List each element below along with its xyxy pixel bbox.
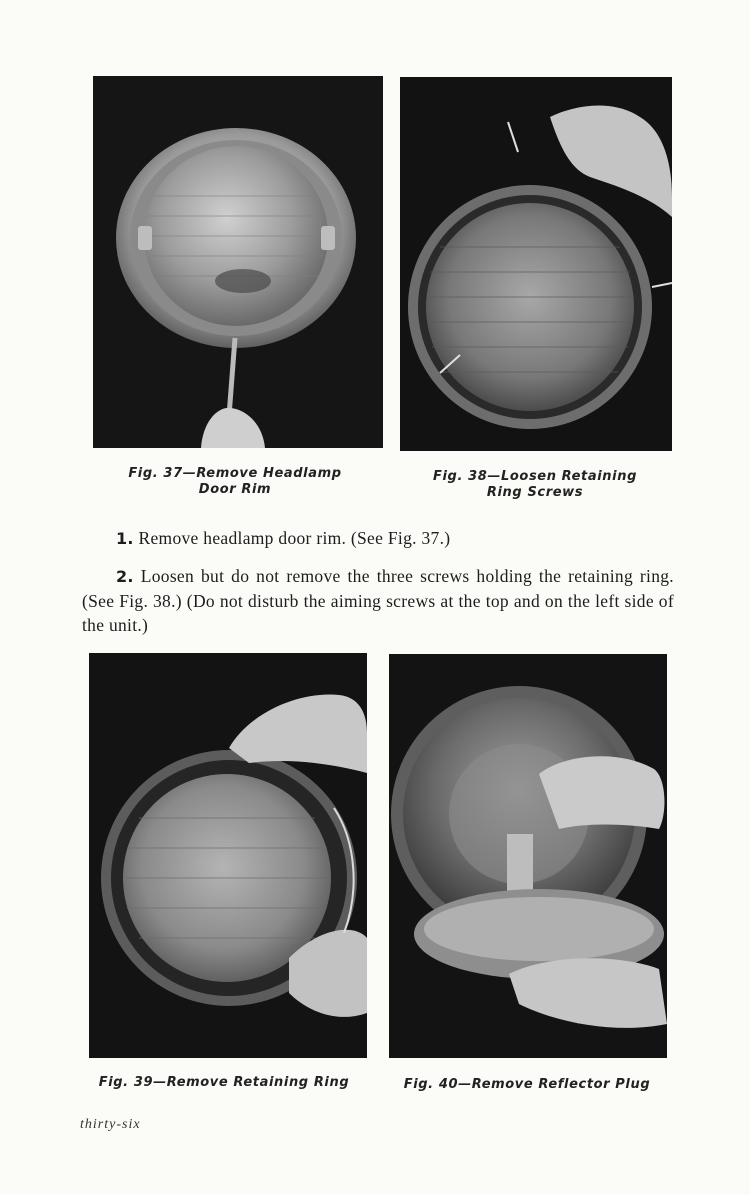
caption-line: Fig. 40—Remove Reflector Plug xyxy=(403,1077,651,1092)
step-number: 2. xyxy=(116,567,134,586)
figure-40-photo xyxy=(389,654,667,1058)
figure-39-caption xyxy=(74,1075,374,1091)
figure-38-photo xyxy=(400,77,672,451)
figure-38-caption xyxy=(410,469,660,501)
caption-line: Fig. 39—Remove Retaining Ring xyxy=(98,1075,350,1090)
step-2-paragraph xyxy=(82,564,674,637)
step-text: Remove headlamp door rim. (See Fig. 37.) xyxy=(138,528,451,548)
page-number-label: thirty-six xyxy=(80,1117,141,1132)
caption-line: Door Rim xyxy=(198,482,272,497)
step-text: Loosen but do not remove the three screws holding the retaining ring. (See Fig. 38.) (Do not disturb the aiming screws at the top and on the left side of the unit.) xyxy=(82,566,674,635)
figure-40-caption xyxy=(382,1077,672,1093)
figure-39-photo xyxy=(89,653,367,1058)
caption-line: Fig. 37—Remove Headlamp xyxy=(128,466,342,481)
step-number: 1. xyxy=(116,529,134,548)
step-1-paragraph xyxy=(82,526,674,551)
caption-line: Ring Screws xyxy=(486,485,584,500)
caption-line: Fig. 38—Loosen Retaining xyxy=(433,469,637,484)
figure-37-caption xyxy=(110,466,360,498)
figure-37-photo xyxy=(93,76,383,448)
